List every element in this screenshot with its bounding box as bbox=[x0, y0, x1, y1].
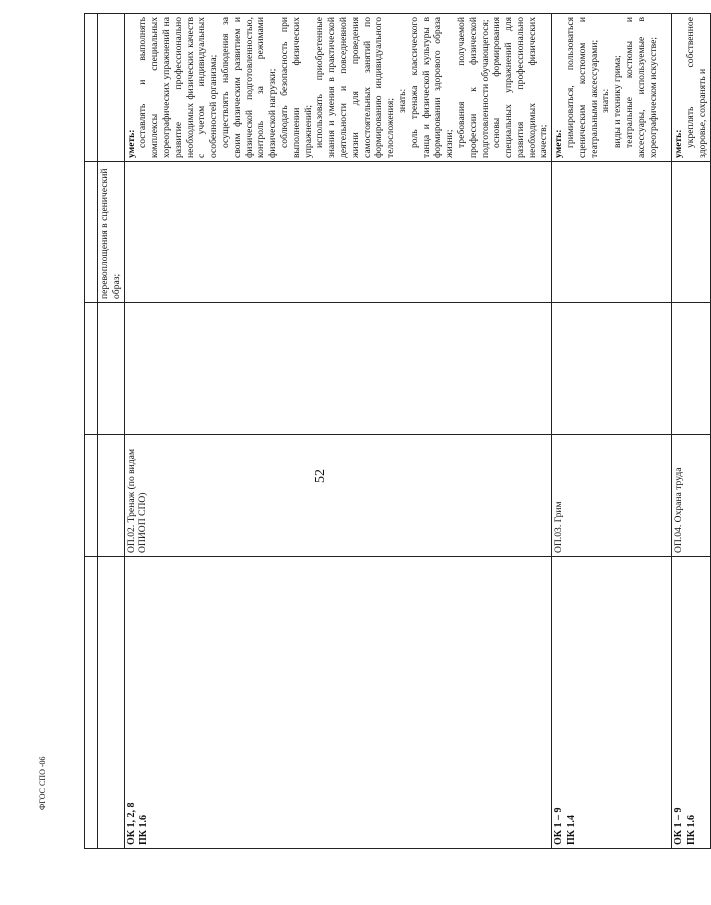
requirement-text: укреплять собственное здоровье, сохранять и bbox=[685, 17, 708, 158]
requirement-text: гримироваться, пользоваться сценическим костюмом и театральными аксессуарами; bbox=[565, 17, 600, 158]
requirement-text: основы формирования специальных упражнений для развития профессионально необходимых физических качеств; bbox=[491, 17, 550, 158]
cell-empty bbox=[98, 303, 125, 435]
codes-cell bbox=[672, 557, 710, 849]
discipline-cell bbox=[124, 435, 552, 557]
discipline-name: ОП.02. Тренаж (по видам ОПИОП СПО) bbox=[125, 448, 149, 553]
cell-empty bbox=[85, 162, 98, 303]
umet-label: уметь: bbox=[673, 129, 685, 158]
requirement-text: соблюдать безопасность при выполнении физических упражнений; bbox=[278, 17, 314, 158]
page-number: 52 bbox=[313, 469, 328, 483]
footer-text: ФГОС СПО -06 bbox=[38, 756, 47, 810]
table-row bbox=[672, 14, 710, 849]
competency-code: ПК 1.6 bbox=[685, 814, 697, 845]
cell-empty bbox=[98, 435, 125, 557]
continuation-text-cell bbox=[98, 162, 125, 303]
codes-cell bbox=[552, 557, 672, 849]
requirement-text: составлять и выполнять комплексы специальных хореографических упражнений на развитие профессионально необходимых физических качеств с учетом индивидуальных особенностей организма; bbox=[137, 17, 220, 158]
cell-empty bbox=[124, 162, 552, 303]
codes-cell bbox=[124, 557, 552, 849]
table-row bbox=[98, 14, 125, 849]
competency-table bbox=[84, 13, 711, 849]
competency-code: ПК 1.6 bbox=[137, 814, 149, 845]
competency-code: ОК 1 – 9 bbox=[673, 807, 685, 845]
discipline-cell bbox=[552, 435, 672, 557]
requirement-text: требования получаемой профессии к физической подготовленности обучающегося; bbox=[455, 17, 491, 158]
table-row bbox=[552, 14, 672, 849]
competency-code: ПК 1.4 bbox=[565, 814, 577, 845]
cell-empty bbox=[98, 14, 125, 162]
discipline-name: ОП.04. Охрана труда bbox=[673, 467, 685, 553]
cell-empty bbox=[124, 303, 552, 435]
requirements-cell bbox=[124, 14, 552, 162]
requirements-cell bbox=[672, 14, 710, 162]
requirement-text: виды и технику грима; bbox=[612, 55, 624, 148]
cell-empty bbox=[85, 557, 98, 849]
competency-code: ОК 1, 2, 8 bbox=[125, 802, 137, 845]
cell-empty bbox=[98, 557, 125, 849]
cell-empty bbox=[85, 14, 98, 162]
znat-label: знать: bbox=[396, 88, 408, 113]
table-row bbox=[85, 14, 98, 849]
requirement-text: театральные костюмы и аксессуары, используемые в хореографическом искусстве; bbox=[624, 17, 659, 158]
umet-label: уметь: bbox=[553, 129, 565, 158]
umet-label: уметь: bbox=[125, 129, 137, 158]
cell-empty bbox=[552, 162, 672, 303]
discipline-name: ОП.03. Грим bbox=[553, 501, 565, 553]
requirement-text: роль тренажа классического танца и физической культуры в формировании здорового образа жизни; bbox=[408, 17, 456, 158]
znat-label: знать: bbox=[600, 88, 612, 113]
competency-code: ОК 1 – 9 bbox=[553, 807, 565, 845]
requirement-text: использовать приобретенные знания и умения в практической деятельности и повседневной жизни для проведения самостоятельных занятий по формированию индивидуального телосложения; bbox=[314, 17, 397, 158]
table-row bbox=[124, 14, 552, 849]
cell-empty bbox=[85, 435, 98, 557]
requirement-text: осуществлять наблюдения за своим физическим развитием и физической подготовленностью, контроль за режимами физической нагрузки; bbox=[219, 17, 279, 158]
rotated-table-sheet bbox=[84, 14, 708, 849]
continuation-text: перевоплощения в сценический образ; bbox=[99, 168, 122, 299]
requirements-cell bbox=[552, 14, 672, 162]
cell-empty bbox=[85, 303, 98, 435]
cell-empty bbox=[672, 303, 710, 435]
discipline-cell bbox=[672, 435, 710, 557]
cell-empty bbox=[552, 303, 672, 435]
cell-empty bbox=[672, 162, 710, 303]
